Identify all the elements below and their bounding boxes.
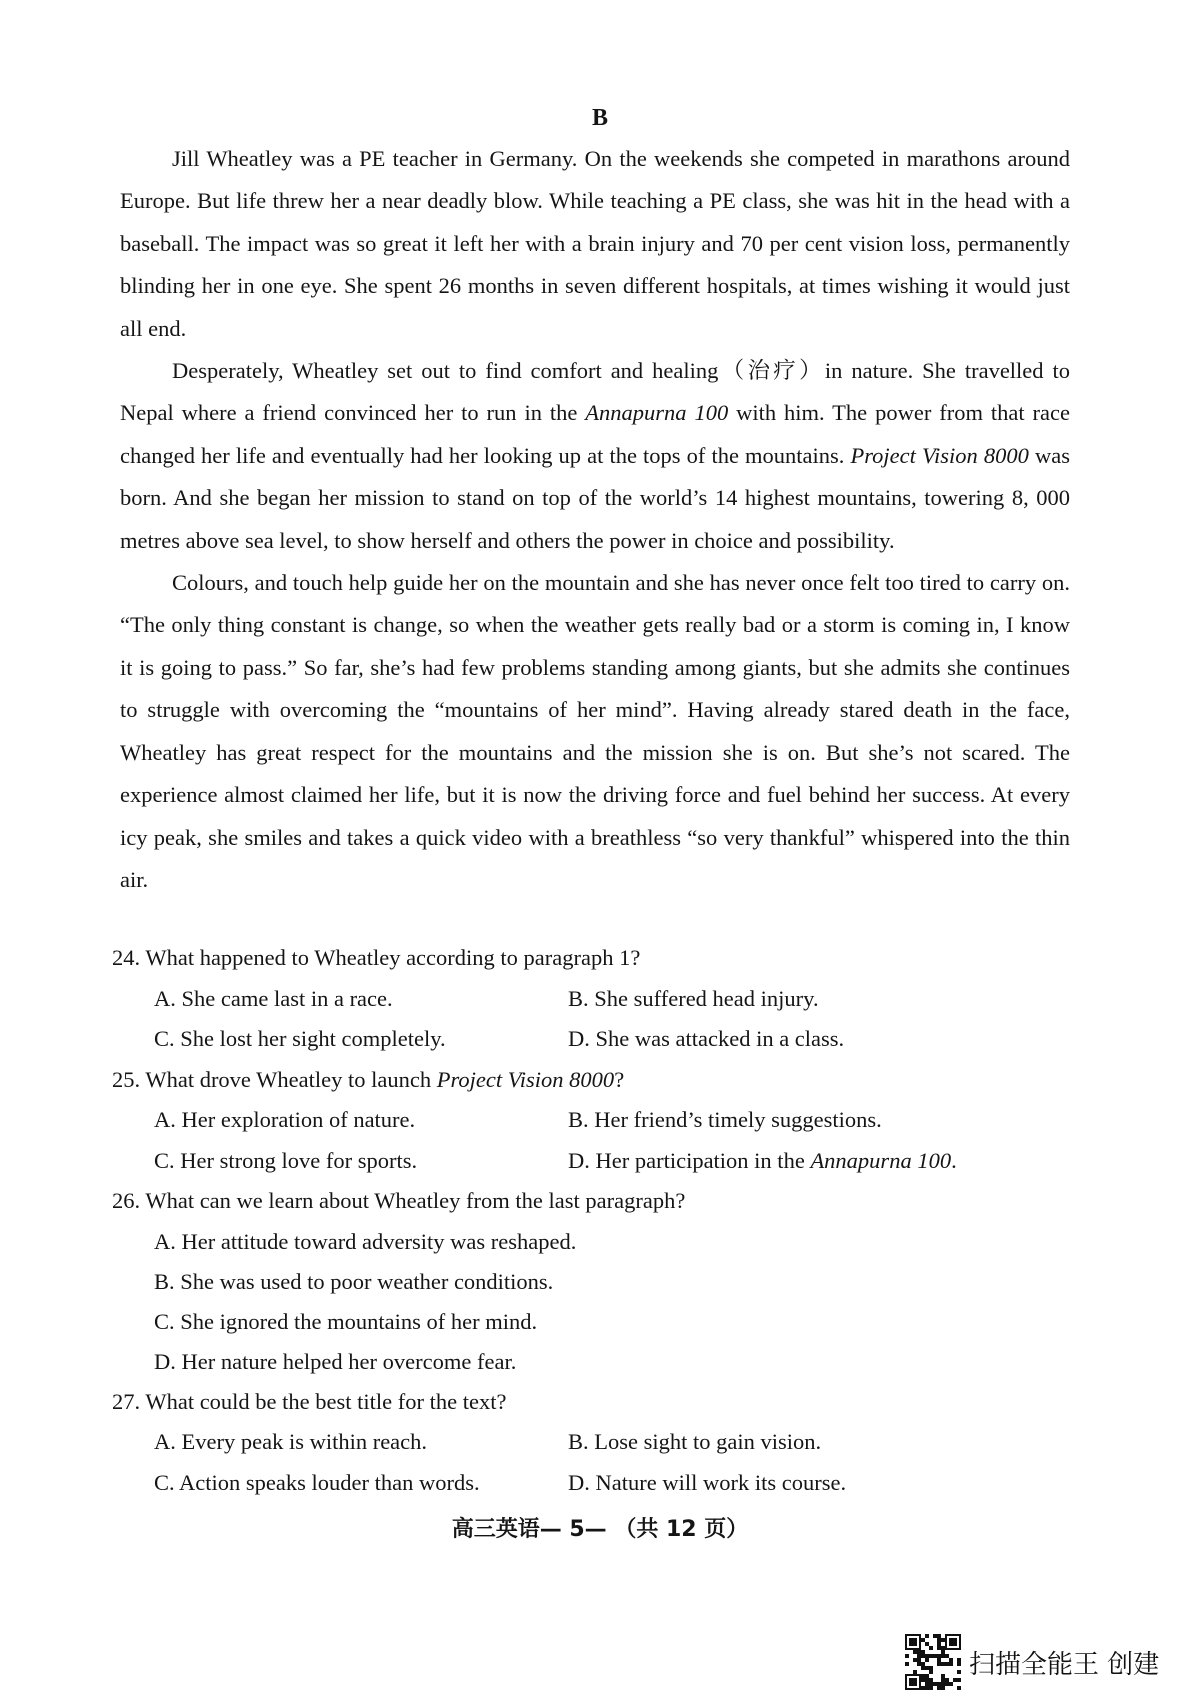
text-run: A. Her attitude toward adversity was reshaped. [154,1228,577,1254]
option-row [112,1019,1072,1060]
text-run: 27. What could be the best title for the text? [112,1388,507,1414]
reading-passage [120,138,1070,901]
qr-code-icon [905,1634,961,1690]
answer-option [154,1422,568,1463]
question-stem [112,938,1072,979]
text-run: A. Every peak is within reach. [154,1429,428,1454]
question-stem [112,1060,1072,1101]
answer-option [112,1222,1072,1262]
answer-option [568,1100,982,1141]
italic-title: Project Vision 8000 [850,442,1029,468]
option-row [112,979,1072,1020]
answer-option [154,979,568,1020]
text-run: . [951,1147,957,1173]
text-run: B. She was used to poor weather conditions. [154,1268,554,1294]
answer-option [568,1422,982,1463]
italic-title: Project Vision 8000 [436,1066,615,1092]
answer-option [568,1463,982,1504]
text-run: D. She was attacked in a class. [568,1026,845,1051]
question-item [112,1060,1072,1182]
text-run: B. She suffered head injury. [568,985,819,1011]
answer-option [154,1463,568,1504]
section-title: B [591,105,608,131]
option-row [112,1141,1072,1182]
text-run: D. Her nature helped her overcome fear. [154,1348,517,1374]
question-item [112,1181,1072,1382]
question-stem [112,1382,1072,1423]
question-item [112,938,1072,1060]
text-run: C. She lost her sight completely. [154,1026,446,1051]
text-run: D. Nature will work its course. [568,1469,847,1495]
answer-option [112,1262,1072,1302]
text-run: A. Her exploration of nature. [154,1107,416,1132]
passage-paragraph [120,138,1070,350]
answer-option [154,1019,568,1060]
text-run: ? [614,1066,625,1092]
answer-option [112,1342,1072,1382]
text-run: was born. And she began her mission to stand on top of the world’s 14 highest mountains, towering 8, 000 metres above sea level, to show herself and others the power in choice and possibility. [120,442,1070,553]
answer-option [154,1141,568,1182]
text-run: A. She came last in a race. [154,985,393,1011]
page-footer: 高三英语— 5— （共 12 页） [451,1517,749,1542]
passage-paragraph [120,562,1070,901]
answer-option [154,1100,568,1141]
option-row [112,1463,1072,1504]
italic-title: Annapurna 100 [810,1147,952,1173]
option-row [112,1100,1072,1141]
text-run: C. She ignored the mountains of her mind. [154,1308,538,1334]
italic-title: Annapurna 100 [585,400,729,426]
answer-option [568,979,982,1020]
watermark-text: 扫描全能王 创建 [969,1649,1160,1680]
answer-option [112,1302,1072,1342]
scanner-watermark [905,1634,1159,1690]
text-run: 26. What can we learn about Wheatley from the last paragraph? [112,1188,686,1213]
text-run: Desperately, Wheatley set out to find comfort and healing（治疗）in nature. She travelled to Nepal where a friend convinced her to run in the [120,358,1070,426]
option-row [112,1422,1072,1463]
text-run: 24. What happened to Wheatley according to paragraph 1? [112,945,641,970]
answer-option [568,1019,982,1060]
text-run: D. Her participation in the [568,1147,811,1173]
text-run: B. Her friend’s timely suggestions. [568,1107,882,1132]
text-run: C. Her strong love for sports. [154,1147,418,1173]
text-run: Colours, and touch help guide her on the mountain and she has never once felt too tired to carry on. “The only thing constant is change, so when the weather gets really bad or a storm is coming in, I know it is going to pass.” So far, she’s had few problems standing among giants, but she admits she continues to struggle with overcoming the “mountains of her mind”. Having already stared death in the face, Wheatley has great respect for the mountains and the mission she is on. But she’s not scared. The experience almost claimed her life, but it is now the driving force and fuel behind her success. At every icy peak, she smiles and takes a quick video with a breathless “so very thankful” whispered into the thin air. [120,570,1070,892]
passage-paragraph [120,350,1070,562]
text-run: C. Action speaks louder than words. [154,1469,480,1495]
question-list [112,938,1072,1503]
text-run: Jill Wheatley was a PE teacher in Germany. On the weekends she competed in marathons around Europe. But life threw her a near deadly blow. While teaching a PE class, she was hit in the head with a baseball. The impact was so great it left her with a brain injury and 70 per cent vision loss, permanently blinding her in one eye. She spent 26 months in seven different hospitals, at times wishing it would just all end. [120,146,1070,341]
question-stem [112,1181,1072,1222]
text-run: B. Lose sight to gain vision. [568,1429,822,1454]
question-item [112,1382,1072,1504]
text-run: 25. What drove Wheatley to launch [112,1066,437,1092]
answer-option [568,1141,982,1182]
text-run: with him. The power from that race changed her life and eventually had her looking up at the tops of the mountains. [120,400,1071,468]
